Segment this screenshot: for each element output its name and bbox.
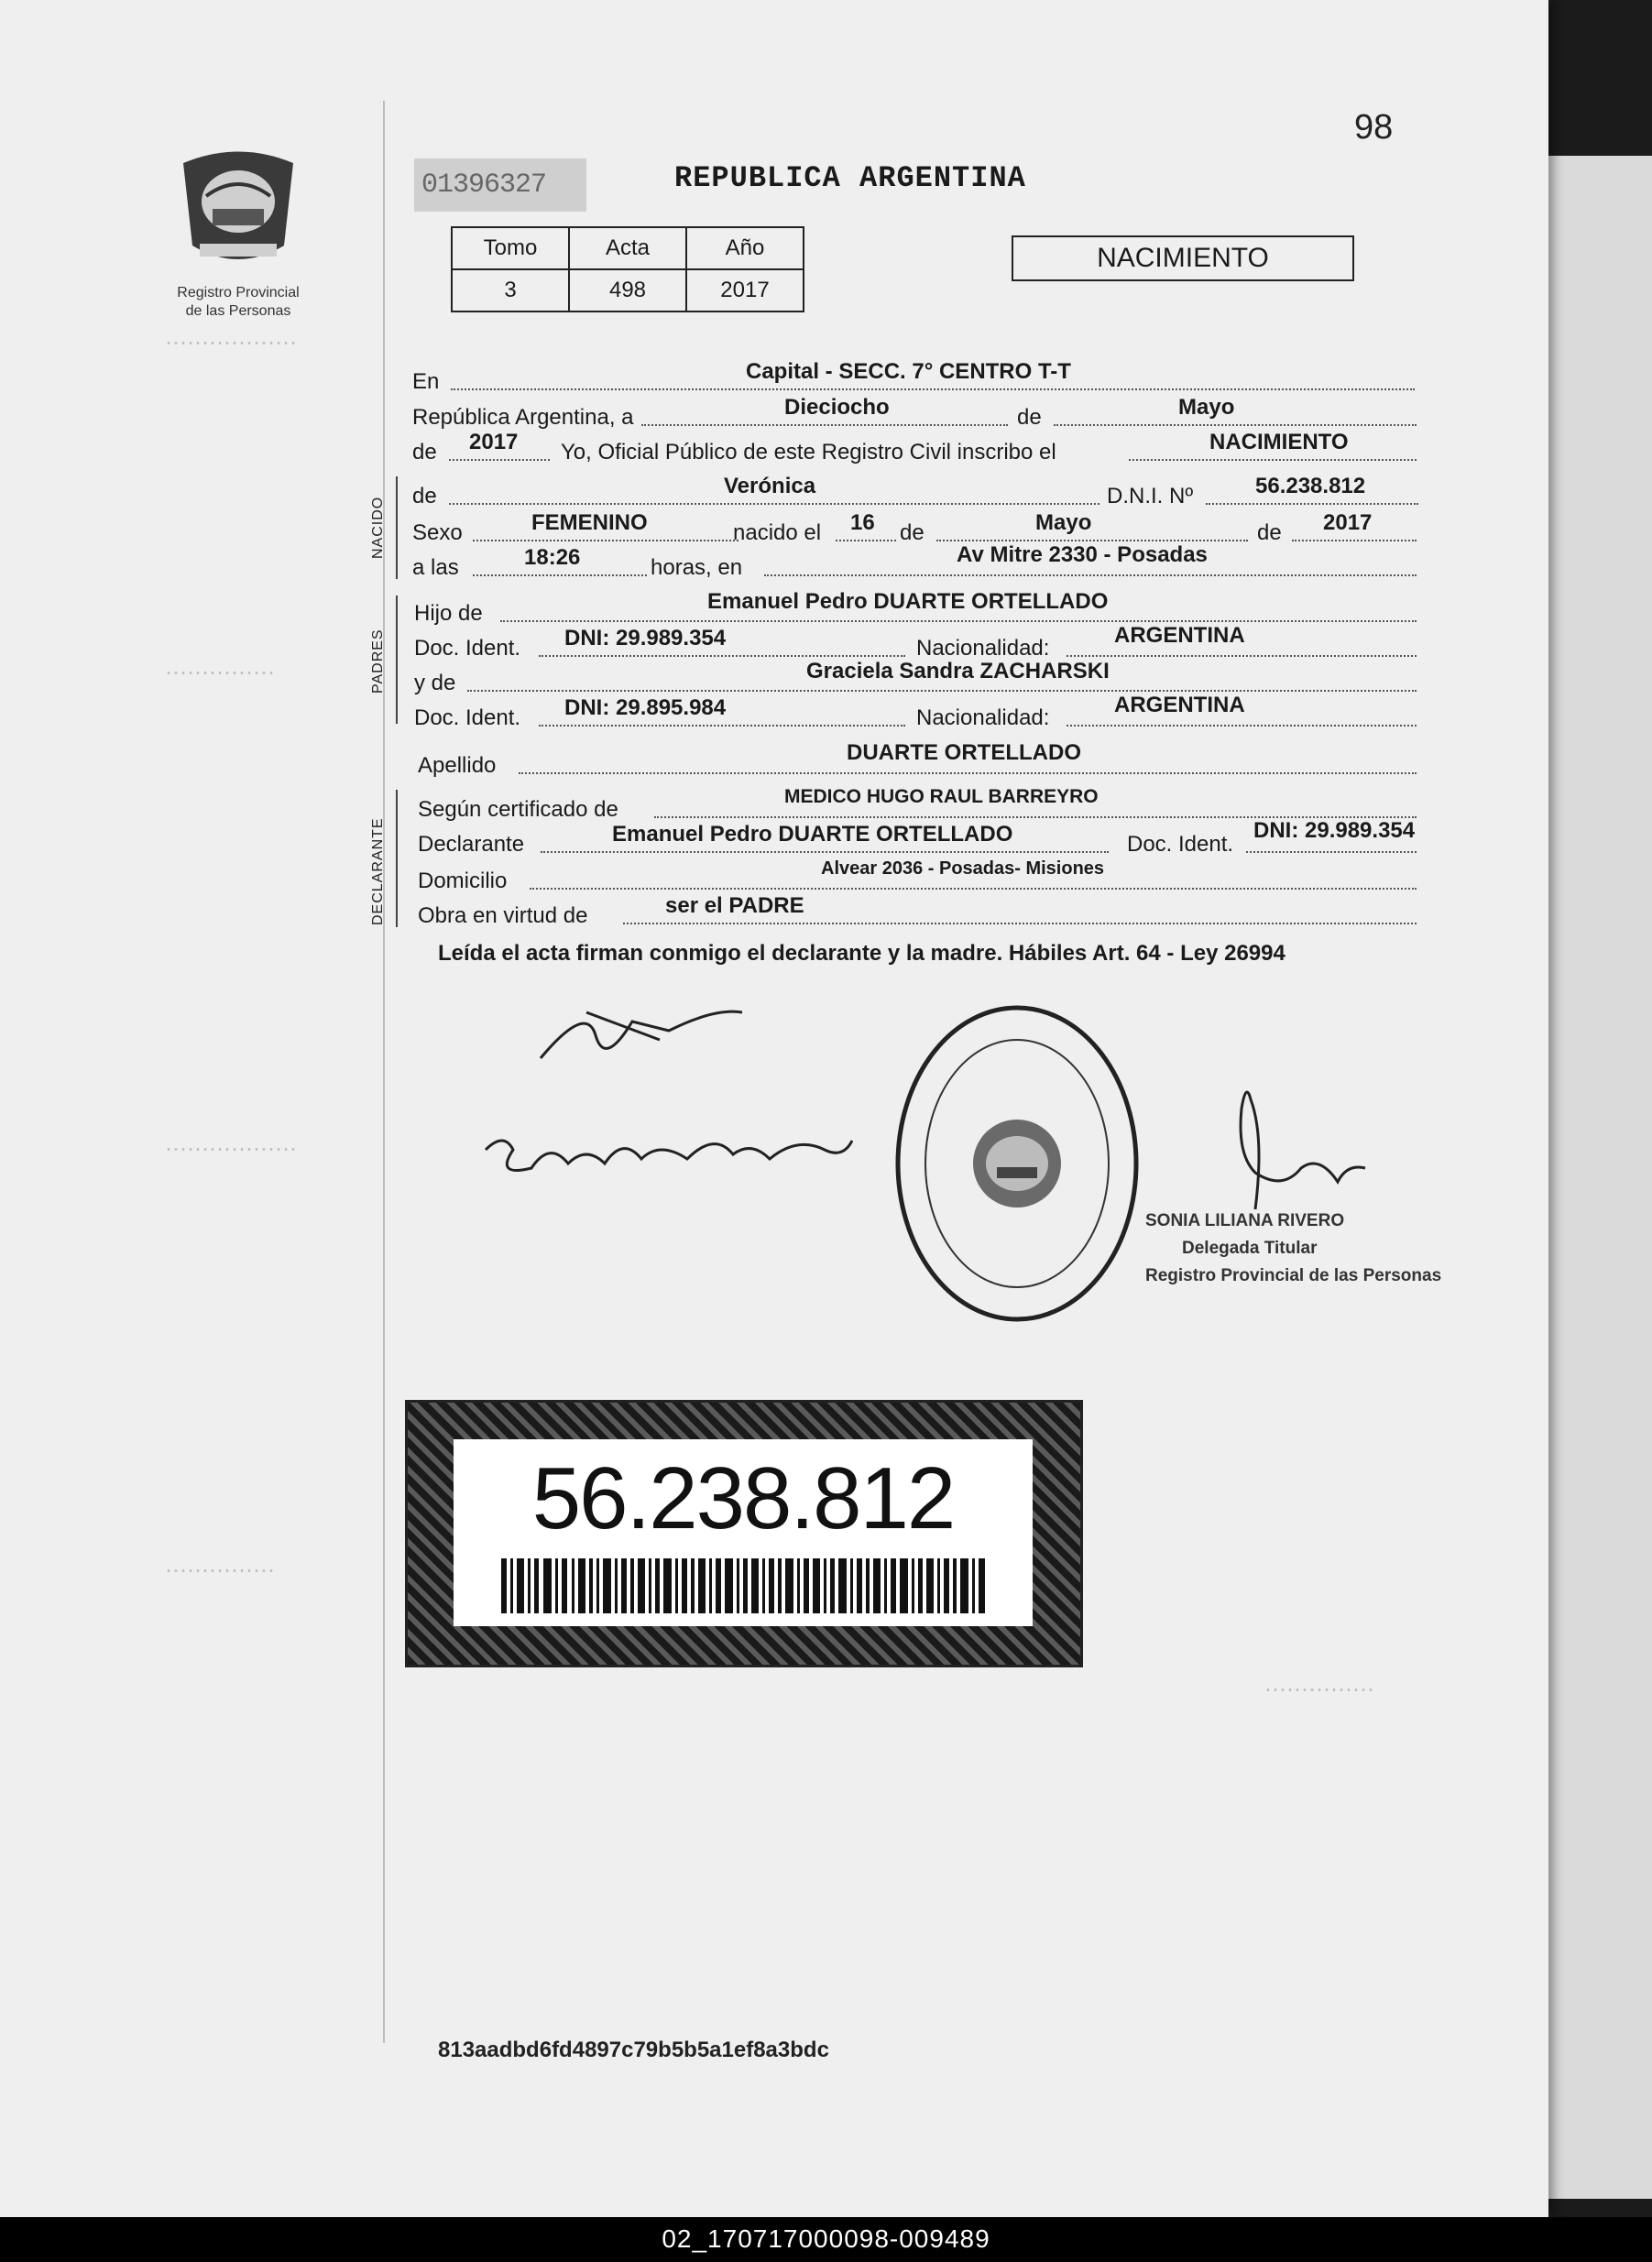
bleed-through-text: ⋯⋯⋯⋯⋯ (1264, 1677, 1374, 1702)
bleed-through-text: ⋯⋯⋯⋯⋯ (165, 661, 275, 685)
dni-label-inner (454, 1439, 1033, 1626)
section-label-padres: PADRES (370, 628, 386, 694)
fill-line (1206, 501, 1418, 505)
signature-declarant (531, 994, 751, 1076)
field-label: Sexo (412, 520, 463, 545)
field-value: ser el PADRE (665, 893, 804, 918)
document-hash: 813aadbd6fd4897c79b5b5a1ef8a3bdc (438, 2038, 829, 2062)
field-value: Verónica (724, 474, 816, 498)
fill-line (539, 723, 905, 727)
barcode-icon (501, 1558, 985, 1613)
fill-line (1054, 422, 1417, 426)
section-label-nacido: NACIDO (370, 496, 386, 559)
margin-rule (383, 101, 385, 2043)
act-type-box: NACIMIENTO (1012, 235, 1354, 281)
field-label: horas, en (651, 555, 743, 580)
official-stamp-icon (889, 999, 1145, 1328)
field-value: Graciela Sandra ZACHARSKI (806, 659, 1110, 683)
field-value: ARGENTINA (1114, 623, 1245, 648)
fill-line (449, 457, 550, 461)
field-value: FEMENINO (531, 510, 648, 535)
field-label: de (1257, 520, 1282, 545)
closing-statement: Leída el acta firman conmigo el declarante y la madre. Hábiles Art. 64 - Ley 26994 (438, 941, 1285, 966)
dni-number: 56.238.812 (531, 1449, 955, 1547)
official-signature-block: SONIA LILIANA RIVERO Delegada Titular Registro Provincial de las Personas (1145, 1211, 1442, 1285)
section-divider (396, 790, 398, 927)
fill-line (1292, 538, 1417, 541)
fill-line (449, 501, 1100, 505)
field-label: de (900, 520, 924, 545)
footer-id: 02_170717000098-009489 (662, 2224, 990, 2253)
page-title: REPUBLICA ARGENTINA (674, 161, 1026, 195)
bleed-through-text: ⋯⋯⋯⋯⋯⋯ (165, 331, 297, 355)
field-label: D.N.I. Nº (1107, 484, 1194, 508)
field-value: Mayo (1035, 510, 1092, 535)
field-label: En (412, 369, 440, 394)
fill-line (1246, 849, 1417, 853)
table-cell: 2017 (686, 269, 804, 311)
fill-line (641, 422, 1008, 426)
fill-line (519, 770, 1417, 774)
field-value: Av Mitre 2330 - Posadas (957, 542, 1208, 567)
fill-line (623, 921, 1417, 924)
fill-line (539, 653, 905, 657)
fill-line (1067, 653, 1417, 657)
section-divider (396, 476, 398, 579)
fill-line (451, 387, 1415, 390)
signature-official (1200, 1081, 1384, 1218)
fill-line (1129, 457, 1417, 461)
bleed-through-text: ⋯⋯⋯⋯⋯ (165, 1558, 275, 1583)
fill-line (500, 618, 1417, 622)
field-value: MEDICO HUGO RAUL BARREYRO (784, 786, 1099, 807)
fill-line (467, 688, 1417, 692)
serial-number: 01396327 (414, 158, 586, 212)
section-label-declarante: DECLARANTE (370, 817, 386, 925)
signature-mother (476, 1113, 861, 1196)
field-value: 18:26 (524, 545, 581, 570)
province-seal-icon (165, 145, 312, 273)
field-label: Hijo de (414, 601, 483, 626)
logo-caption: Registro Provincial de las Personas (177, 285, 300, 319)
field-label: y de (414, 671, 456, 695)
field-value: DNI: 29.989.354 (1253, 818, 1416, 843)
fill-line (836, 538, 896, 541)
registry-table (451, 226, 804, 312)
field-value: Mayo (1178, 395, 1235, 420)
field-value: 16 (850, 510, 875, 535)
field-label: Doc. Ident. (1127, 832, 1234, 857)
section-divider (396, 596, 398, 724)
field-value: Dieciocho (784, 395, 890, 420)
fill-line (473, 538, 738, 541)
table-header: Año (686, 227, 804, 269)
field-label: de (412, 484, 437, 508)
field-label: Doc. Ident. (414, 705, 521, 730)
field-value: ARGENTINA (1114, 693, 1245, 717)
field-label: República Argentina, a (412, 405, 634, 430)
fill-line (936, 538, 1248, 541)
fill-line (1067, 723, 1417, 727)
field-value: NACIMIENTO (1209, 430, 1349, 454)
field-value: DNI: 29.989.354 (564, 626, 727, 650)
field-label: Domicilio (418, 869, 508, 893)
field-label: Nacionalidad: (916, 705, 1050, 730)
fill-line (541, 849, 1109, 853)
field-value: Alvear 2036 - Posadas- Misiones (821, 858, 1105, 879)
field-label: nacido el (733, 520, 822, 545)
field-value: 56.238.812 (1255, 474, 1366, 498)
field-label: Yo, Oficial Público de este Registro Civil inscribo el (561, 440, 1056, 464)
dni-label-sticker (405, 1400, 1083, 1667)
page-number: 98 (1354, 108, 1394, 147)
field-value: Emanuel Pedro DUARTE ORTELLADO (612, 822, 1013, 847)
field-label: Obra en virtud de (418, 903, 588, 928)
field-label: Apellido (418, 753, 497, 778)
fill-line (473, 573, 647, 576)
field-label: Nacionalidad: (916, 636, 1050, 661)
field-label: a las (412, 555, 459, 580)
fill-line (764, 573, 1417, 576)
field-value: 2017 (469, 430, 519, 454)
field-value: DNI: 29.895.984 (564, 695, 727, 720)
table-cell: 498 (569, 269, 686, 311)
table-header: Acta (569, 227, 686, 269)
field-label: Según certificado de (418, 797, 618, 822)
field-label: de (1017, 405, 1042, 430)
field-label: de (412, 440, 437, 464)
field-value: DUARTE ORTELLADO (847, 740, 1081, 765)
field-value: Emanuel Pedro DUARTE ORTELLADO (707, 589, 1109, 614)
table-cell: 3 (452, 269, 569, 311)
field-value: Capital - SECC. 7° CENTRO T-T (746, 359, 1071, 384)
field-label: Declarante (418, 832, 525, 857)
table-header: Tomo (452, 227, 569, 269)
field-value: 2017 (1323, 510, 1373, 535)
bleed-through-text: ⋯⋯⋯⋯⋯⋯ (165, 1137, 297, 1162)
fill-line (530, 886, 1417, 890)
field-label: Doc. Ident. (414, 636, 521, 661)
